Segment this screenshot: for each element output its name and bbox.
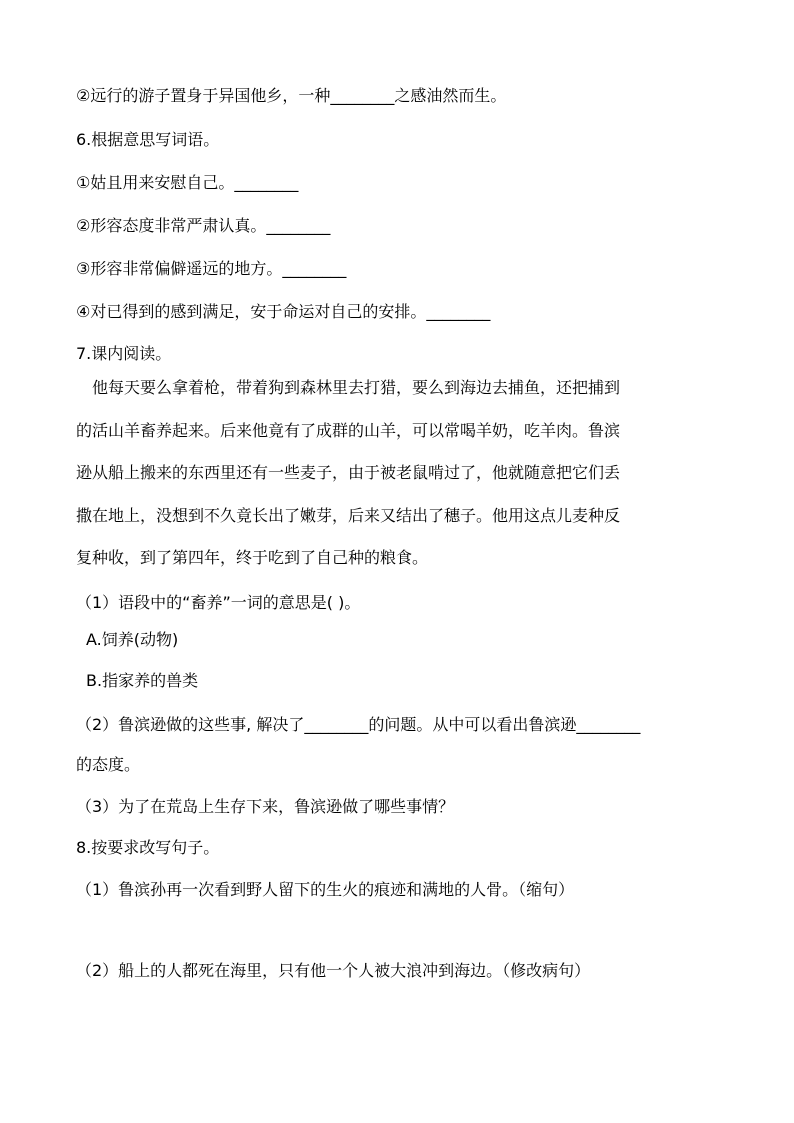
passage-line-3: 逊从船上搬来的东西里还有一些麦子，由于被老鼠啃过了，他就随意把它们丢	[76, 463, 621, 482]
q5-item-2: ②远行的游子置身于异国他乡，一种________之感油然而生。	[76, 86, 507, 105]
passage-line-1: 他每天要么拿着枪，带着狗到森林里去打猎，要么到海边去捕鱼，还把捕到	[92, 378, 621, 397]
q6-item-2: ②形容态度非常严肃认真。________	[76, 216, 331, 235]
q7-sub-3: （3）为了在荒岛上生存下来，鲁滨逊做了哪些事情？	[76, 797, 455, 816]
passage-line-2: 的活山羊畜养起来。后来他竟有了成群的山羊，可以常喝羊奶，吃羊肉。鲁滨	[76, 421, 621, 440]
q6-item-4: ④对已得到的感到满足，安于命运对自己的安排。________	[76, 302, 491, 321]
q8-heading: 8.按要求改写句子。	[76, 838, 220, 857]
q8-sub-2: （2）船上的人都死在海里，只有他一个人被大浪冲到海边。（修改病句）	[76, 961, 591, 980]
option-b: B.指家养的兽类	[86, 671, 199, 690]
q6-heading: 6.根据意思写词语。	[76, 130, 220, 149]
q6-item-3: ③形容非常偏僻遥远的地方。________	[76, 259, 347, 278]
q7-sub-2-cont: 的态度。	[76, 755, 141, 774]
passage-line-4: 撒在地上，没想到不久竟长出了嫩芽，后来又结出了穗子。他用这点儿麦种反	[76, 506, 621, 525]
option-a: A.饲养(动物)	[86, 630, 179, 649]
q7-sub-1: （1）语段中的“畜养”一词的意思是( )。	[76, 593, 361, 612]
q6-item-1: ①姑且用来安慰自己。________	[76, 173, 299, 192]
passage-line-5: 复种收，到了第四年，终于吃到了自己种的粮食。	[76, 548, 429, 567]
q8-sub-1: （1）鲁滨孙再一次看到野人留下的生火的痕迹和满地的人骨。（缩句）	[76, 880, 575, 899]
q7-heading: 7.课内阅读。	[76, 344, 172, 363]
q7-sub-2: （2）鲁滨逊做的这些事, 解决了________的问题。从中可以看出鲁滨逊________	[76, 715, 641, 734]
